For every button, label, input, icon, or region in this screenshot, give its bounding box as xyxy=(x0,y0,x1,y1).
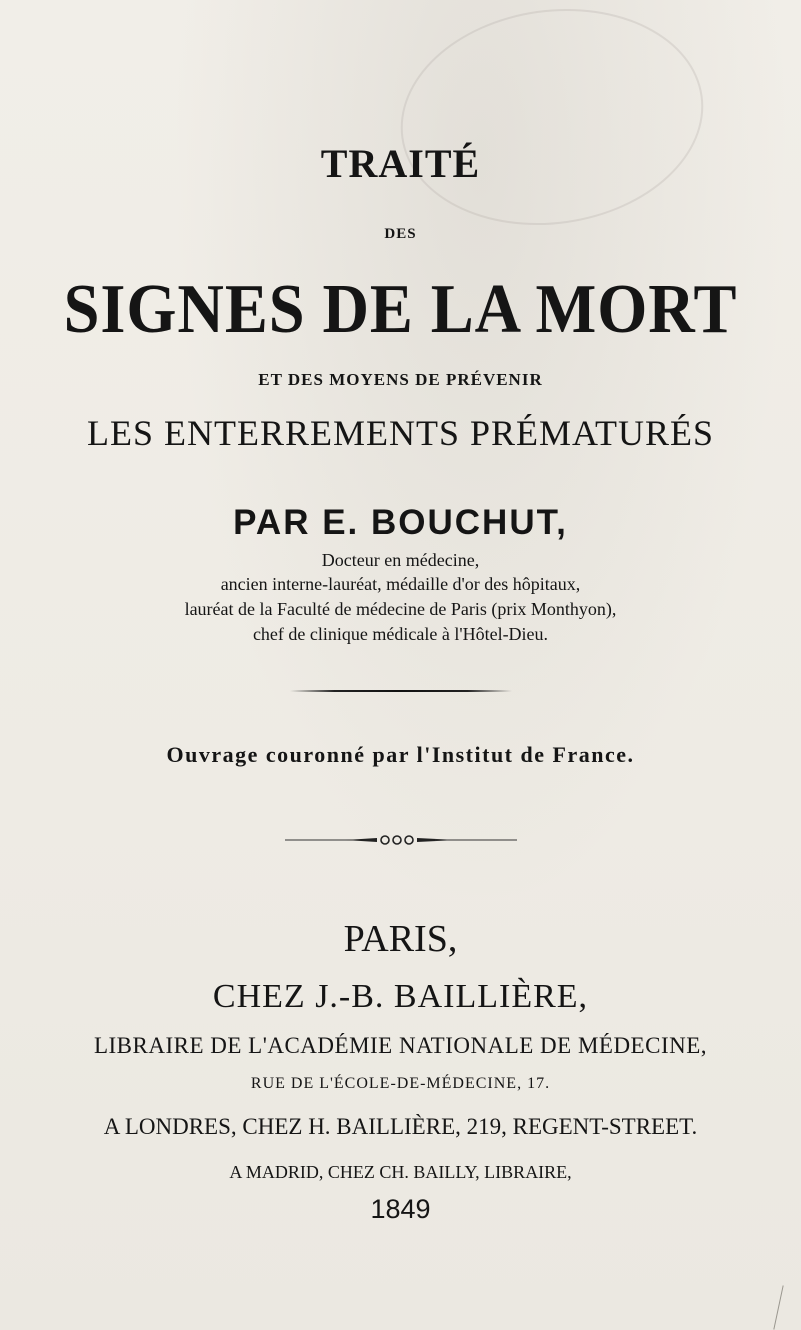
publisher-role-line: LIBRAIRE DE L'ACADÉMIE NATIONALE DE MÉDECINE, xyxy=(93,1033,708,1058)
divider-rule xyxy=(290,690,512,692)
author-credential: Docteur en médecine, xyxy=(321,550,480,570)
london-line: A LONDRES, CHEZ H. BAILLIÈRE, 219, REGENT-STREET. xyxy=(103,1114,698,1139)
author-line: PAR E. BOUCHUT, xyxy=(233,503,568,542)
ornamental-divider-icon xyxy=(285,832,517,848)
main-title: SIGNES DE LA MORT xyxy=(63,271,738,348)
madrid-line: A MADRID, CHEZ CH. BAILLY, LIBRAIRE, xyxy=(229,1162,572,1182)
author-credential: lauréat de la Faculté de médecine de Paris (prix Monthyon), xyxy=(184,599,617,619)
library-stamp-bleedthrough xyxy=(387,0,718,244)
page-edge-mark xyxy=(773,1285,783,1329)
author-credential: chef de clinique médicale à l'Hôtel-Dieu. xyxy=(252,624,549,644)
year-line: 1849 xyxy=(370,1194,431,1224)
title-des: DES xyxy=(384,226,417,242)
publisher-line: CHEZ J.-B. BAILLIÈRE, xyxy=(212,978,589,1015)
subtitle-line-1: ET DES MOYENS DE PRÉVENIR xyxy=(258,370,543,389)
address-line: RUE DE L'ÉCOLE-DE-MÉDECINE, 17. xyxy=(250,1075,551,1092)
award-line: Ouvrage couronné par l'Institut de France. xyxy=(166,742,635,767)
author-credential: ancien interne-lauréat, médaille d'or des hôpitaux, xyxy=(220,574,581,594)
title-traite: TRAITÉ xyxy=(320,141,481,186)
subtitle-line-2: LES ENTERREMENTS PRÉMATURÉS xyxy=(86,413,715,453)
city-line: PARIS, xyxy=(343,918,458,960)
